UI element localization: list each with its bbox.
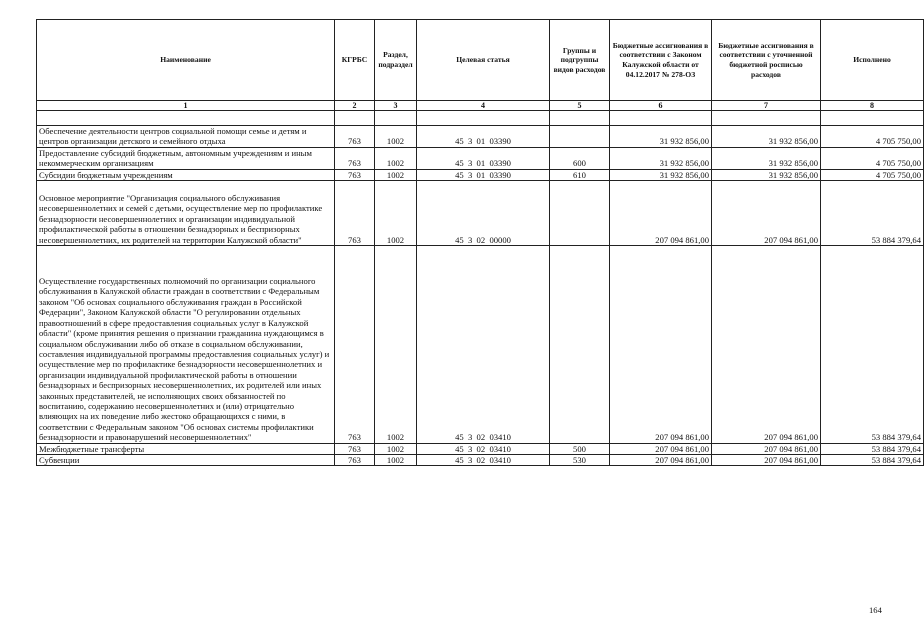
- row-name-text: Осуществление государственных полномочий по организации социального обслуживания в Калужской области граждан в соответствии с Федеральным законом "Об основах социального обслуживания граждан в Российской Федерации", Законом Калужской области "О регулировании отдельных правоотношений в сфере предоставления социальных услуг в Калужской области" (кроме принятия решения о признании гражданина нуждающимся в социальном обслуживании либо об отказе в социальном обслуживании, составления индивидуальной программы предоставления социальных услуг) и осуществление мер по профилактике безнадзорности несовершеннолетних и организации индивидуальной профилактической работы в отношении безнадзорных и беспризорных несовершеннолетних, их родителей или иных законных представителей, не исполняющих своих обязанностей по воспитанию, содержанию несовершеннолетних и (или) отрицательно влияющих на их поведение либо жестоко обращающихся с ними, в соответствии с Федеральным законом "Об основах системы профилактики безнадзорности и правонарушений несовершеннолетних": [39, 276, 330, 443]
- header-row: [37, 20, 924, 101]
- row-name: [37, 181, 335, 246]
- row-law-amount: 31 932 856,00: [610, 169, 712, 180]
- row-name: Предоставление субсидий бюджетным, автономным учреждениям и иным некоммерческим организациям: [37, 147, 335, 169]
- row-executed-amount: 53 884 379,64: [821, 181, 924, 246]
- table-row: [37, 181, 924, 246]
- row-section: 1002: [375, 147, 417, 169]
- row-target: 45 3 01 03390: [417, 147, 550, 169]
- table-row: [37, 169, 924, 180]
- budget-table: [36, 19, 924, 466]
- row-kgrbs: 763: [335, 169, 375, 180]
- col-number: 5: [550, 101, 610, 111]
- col-number: 4: [417, 101, 550, 111]
- row-name: Межбюджетные трансферты: [37, 443, 335, 454]
- row-section: 1002: [375, 246, 417, 444]
- row-executed-amount: 4 705 750,00: [821, 169, 924, 180]
- col-number: 1: [37, 101, 335, 111]
- col-number: 8: [821, 101, 924, 111]
- row-law-amount: 31 932 856,00: [610, 126, 712, 148]
- row-target: 45 3 01 03390: [417, 169, 550, 180]
- row-law-amount: 207 094 861,00: [610, 443, 712, 454]
- row-kgrbs: 763: [335, 147, 375, 169]
- row-group: 600: [550, 147, 610, 169]
- row-law-amount: 31 932 856,00: [610, 147, 712, 169]
- row-group: 530: [550, 454, 610, 465]
- col-header-law: Бюджетные ассигнования в соответствии с Законом Калужской области от 04.12.2017 № 278-ОЗ: [610, 20, 712, 101]
- table-row: [37, 246, 924, 444]
- row-executed-amount: 53 884 379,64: [821, 443, 924, 454]
- column-number-row: [37, 101, 924, 111]
- row-group: [550, 126, 610, 148]
- row-group: [550, 246, 610, 444]
- col-header-refined: Бюджетные ассигнования в соответствии с уточненной бюджетной росписью расходов: [712, 20, 821, 101]
- col-header-executed: Исполнено: [821, 20, 924, 101]
- row-kgrbs: 763: [335, 443, 375, 454]
- row-refined-amount: 207 094 861,00: [712, 181, 821, 246]
- row-section: 1002: [375, 126, 417, 148]
- col-number: 7: [712, 101, 821, 111]
- row-executed-amount: 53 884 379,64: [821, 454, 924, 465]
- row-refined-amount: 31 932 856,00: [712, 169, 821, 180]
- row-executed-amount: 4 705 750,00: [821, 126, 924, 148]
- col-header-section: Раздел, подраздел: [375, 20, 417, 101]
- row-group: [550, 181, 610, 246]
- row-group: 610: [550, 169, 610, 180]
- row-target: 45 3 02 00000: [417, 181, 550, 246]
- row-section: 1002: [375, 169, 417, 180]
- col-header-name: Наименование: [37, 20, 335, 101]
- row-group: 500: [550, 443, 610, 454]
- table-row: [37, 454, 924, 465]
- row-section: 1002: [375, 454, 417, 465]
- col-number: 3: [375, 101, 417, 111]
- spacer-row: [37, 111, 924, 126]
- row-law-amount: 207 094 861,00: [610, 454, 712, 465]
- row-name-text: Основное мероприятие "Организация социального обслуживания несовершеннолетних и семей с детьми, осуществление мер по профилактике безнадзорности несовершеннолетних и организации индивидуальной профилактической работы в отношении безнадзорных и беспризорных несовершеннолетних, их родителей на территории Калужской области": [39, 193, 323, 245]
- row-executed-amount: 4 705 750,00: [821, 147, 924, 169]
- col-header-kgrbs: КГРБС: [335, 20, 375, 101]
- row-kgrbs: 763: [335, 454, 375, 465]
- col-number: 6: [610, 101, 712, 111]
- row-executed-amount: 53 884 379,64: [821, 246, 924, 444]
- row-refined-amount: 31 932 856,00: [712, 126, 821, 148]
- row-law-amount: 207 094 861,00: [610, 246, 712, 444]
- table-row: [37, 126, 924, 148]
- row-name: Обеспечение деятельности центров социальной помощи семье и детям и центров организации детского и семейного отдыха: [37, 126, 335, 148]
- page-number: 164: [869, 605, 882, 615]
- row-refined-amount: 31 932 856,00: [712, 147, 821, 169]
- row-refined-amount: 207 094 861,00: [712, 246, 821, 444]
- table-row: [37, 147, 924, 169]
- row-name: Субсидии бюджетным учреждениям: [37, 169, 335, 180]
- row-target: 45 3 02 03410: [417, 454, 550, 465]
- row-refined-amount: 207 094 861,00: [712, 454, 821, 465]
- row-name: [37, 246, 335, 444]
- row-kgrbs: 763: [335, 246, 375, 444]
- col-header-group: Группы и подгруппы видов расходов: [550, 20, 610, 101]
- col-number: 2: [335, 101, 375, 111]
- row-kgrbs: 763: [335, 181, 375, 246]
- row-law-amount: 207 094 861,00: [610, 181, 712, 246]
- row-kgrbs: 763: [335, 126, 375, 148]
- table-row: [37, 443, 924, 454]
- row-section: 1002: [375, 443, 417, 454]
- row-target: 45 3 01 03390: [417, 126, 550, 148]
- row-target: 45 3 02 03410: [417, 443, 550, 454]
- row-refined-amount: 207 094 861,00: [712, 443, 821, 454]
- row-target: 45 3 02 03410: [417, 246, 550, 444]
- row-name: Субвенции: [37, 454, 335, 465]
- col-header-target: Целевая статья: [417, 20, 550, 101]
- row-section: 1002: [375, 181, 417, 246]
